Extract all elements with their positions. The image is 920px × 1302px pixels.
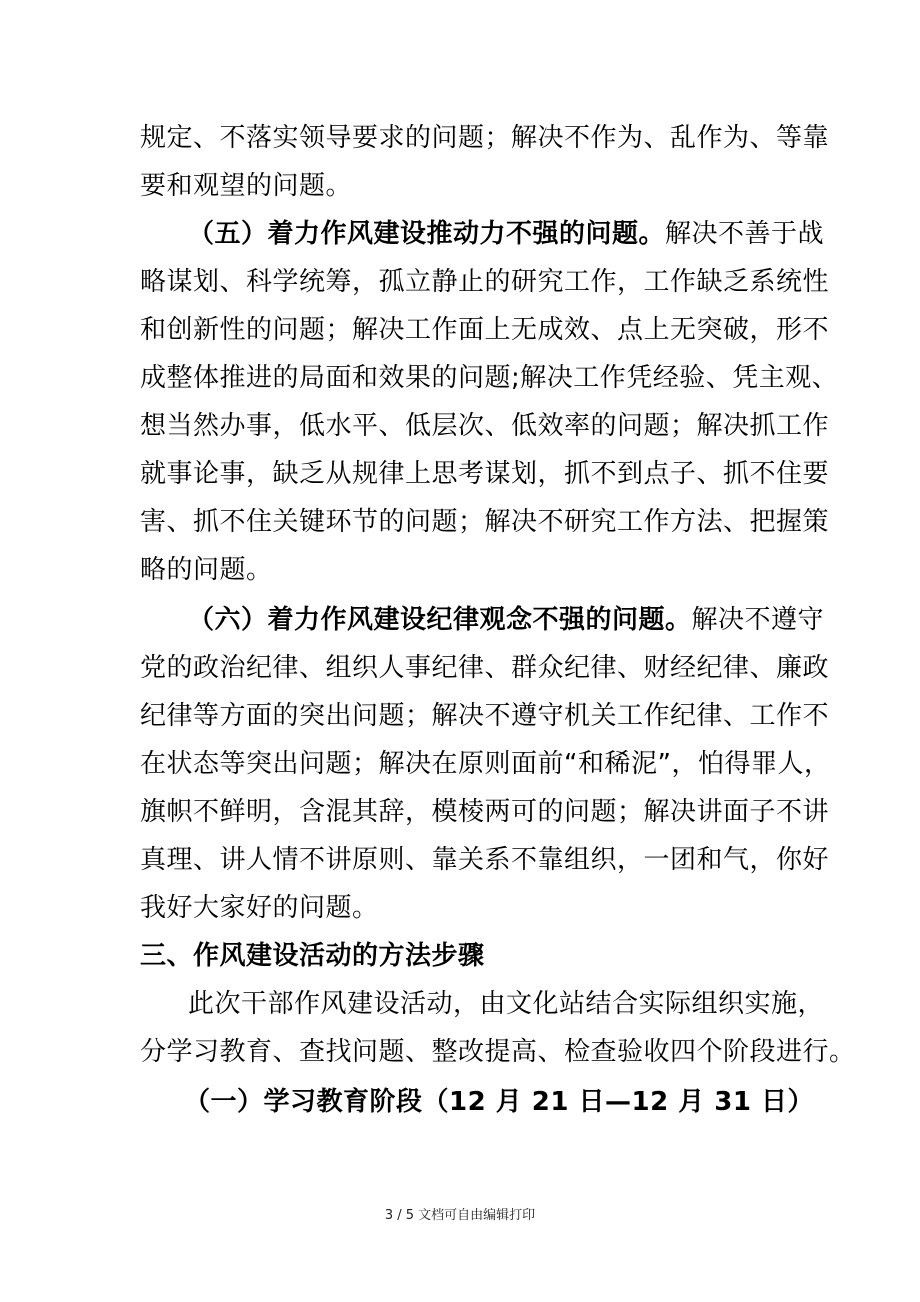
text-line: 旗帜不鲜明，含混其辞，模棱两可的问题；解决讲面子不讲	[140, 797, 830, 827]
text-line: 略的问题。	[140, 555, 273, 585]
section-6-heading: （六）着力作风建设纪律观念不强的问题。	[188, 605, 692, 635]
text-line: 就事论事，缺乏从规律上思考谋划，抓不到点子、抓不住要	[140, 459, 830, 489]
text-line: 党的政治纪律、组织人事纪律、群众纪律、财经纪律、廉政	[140, 653, 830, 683]
page-footer: 3 / 5 文档可自由编辑打印	[384, 1208, 536, 1223]
text-line: 纪律等方面的突出问题；解决不遵守机关工作纪律、工作不	[140, 701, 830, 731]
text-line: 害、抓不住关键环节的问题；解决不研究工作方法、把握策	[140, 507, 830, 537]
text-line: 要和观望的问题。	[140, 171, 353, 201]
text-line: 分学习教育、查找问题、整改提高、检查验收四个阶段进行。	[140, 1037, 856, 1067]
text-line: 在状态等突出问题；解决在原则面前“和稀泥”，怕得罪人，	[140, 749, 831, 779]
text-line: 想当然办事，低水平、低层次、低效率的问题；解决抓工作	[140, 411, 830, 441]
part-3-heading: 三、作风建设活动的方法步骤	[140, 941, 485, 971]
text-line: 略谋划、科学统筹，孤立静止的研究工作，工作缺乏系统性	[140, 267, 830, 297]
section-6-paragraph-start	[188, 603, 825, 637]
text-line: 规定、不落实领导要求的问题；解决不作为、乱作为、等靠	[140, 123, 830, 153]
part-3-intro: 此次干部作风建设活动，由文化站结合实际组织实施，	[188, 989, 825, 1019]
text-line: 和创新性的问题；解决工作面上无成效、点上无突破，形不	[140, 315, 830, 345]
text-line: 成整体推进的局面和效果的问题;解决工作凭经验、凭主观、	[140, 363, 839, 393]
section-5-paragraph-start	[188, 217, 825, 251]
text-line: 我好大家好的问题。	[140, 893, 379, 923]
section-5-text: 解决不善于战	[665, 219, 825, 249]
stage-1-heading: （一）学习教育阶段（12 月 21 日—12 月 31 日）	[184, 1087, 815, 1117]
section-5-heading: （五）着力作风建设推动力不强的问题。	[188, 219, 666, 249]
text-line: 真理、讲人情不讲原则、靠关系不靠组织，一团和气，你好	[140, 845, 830, 875]
section-6-text: 解决不遵守	[691, 605, 825, 635]
